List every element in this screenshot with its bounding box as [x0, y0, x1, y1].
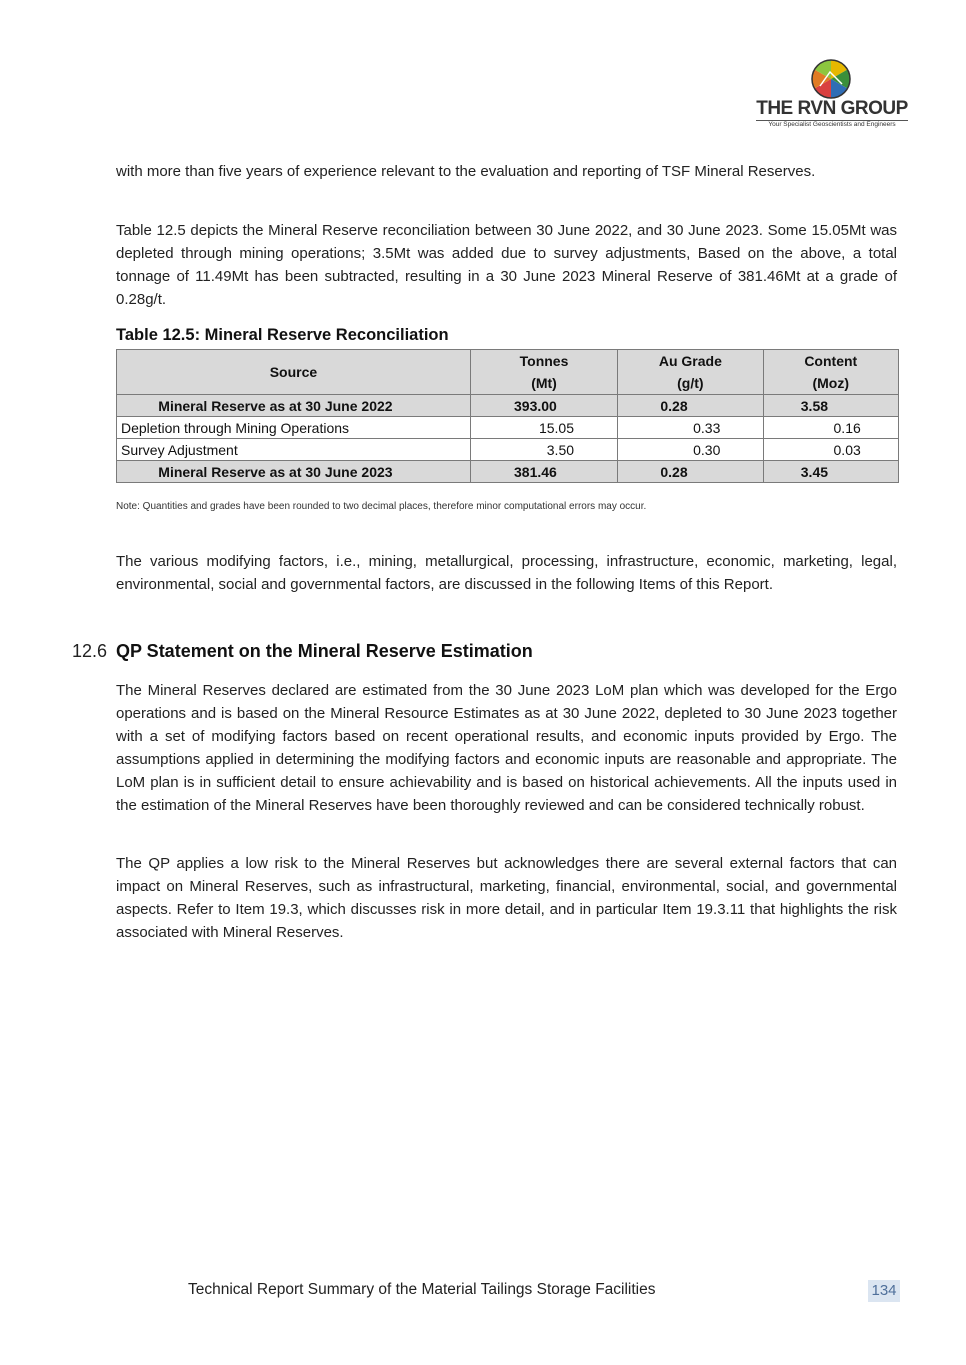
row-content-value: 0.16 — [833, 419, 861, 436]
paragraph-risk: The QP applies a low risk to the Mineral Reserves but acknowledges there are several external factors that can impact on Mineral Reserves, such as infrastructural, marketing, financial, environmental, social, and governmental aspects. Refer to Item 19.3, which discusses risk in more detail, and in particular Item 19.3.11 that highlights the risk associated with Mineral Reserves. — [116, 855, 897, 941]
header-tonnes-label: Tonnes — [519, 353, 569, 369]
row-source: Depletion through Mining Operations — [117, 417, 471, 439]
row-content-value: 0.03 — [833, 441, 861, 458]
footer-title: Technical Report Summary of the Material Tailings Storage Facilities — [188, 1281, 656, 1298]
table-row — [117, 461, 899, 483]
header-grade-label: Au Grade — [658, 353, 722, 369]
row-tonnes-value: 3.50 — [546, 441, 575, 458]
table-row — [117, 417, 899, 439]
paragraph-modifying-factors: The various modifying factors, i.e., mining, metallurgical, processing, infrastructure, economic, marketing, legal, environmental, social and governmental factors, are discussed in the following Items of this Report. — [116, 553, 897, 593]
header-content-unit: (Moz) — [812, 375, 850, 391]
row-source: Mineral Reserve as at 30 June 2023 — [117, 461, 471, 483]
row-grade — [618, 461, 763, 483]
rvn-logo-icon — [810, 58, 852, 100]
row-grade-value: 0.30 — [693, 441, 721, 458]
logo-title: THE RVN GROUP — [756, 98, 908, 119]
table-row — [117, 395, 899, 417]
mineral-reserve-table — [116, 349, 899, 483]
row-tonnes — [470, 417, 617, 439]
paragraph-experience: with more than five years of experience relevant to the evaluation and reporting of TSF Mineral Reserves. — [116, 163, 816, 180]
table-header-row — [117, 350, 899, 395]
section-title: QP Statement on the Mineral Reserve Estimation — [116, 641, 533, 661]
row-grade — [618, 395, 763, 417]
header-content — [763, 350, 898, 395]
header-grade-unit: (g/t) — [677, 375, 704, 391]
page-number: 134 — [868, 1280, 900, 1302]
row-grade — [618, 417, 763, 439]
row-tonnes — [470, 439, 617, 461]
paragraph-qp-statement: The Mineral Reserves declared are estimated from the 30 June 2023 LoM plan which was developed for the Ergo operations and is based on the Mineral Resource Estimates as at 30 June 2022, depleted to 30 June 2023 together with a set of modifying factors based on recent operational results, and economic inputs provided by Ergo. The assumptions applied in determining the modifying factors and economic inputs are reasonable and appropriate. The LoM plan is in sufficient detail to ensure achievability and is based on historical achievements. All the inputs used in the estimation of the Mineral Reserves have been thoroughly reviewed and can be considered technically robust. — [116, 682, 897, 814]
table-caption: Table 12.5: Mineral Reserve Reconciliation — [116, 326, 449, 344]
header-tonnes-unit: (Mt) — [531, 375, 557, 391]
row-grade — [618, 439, 763, 461]
row-content — [763, 461, 898, 483]
header-source: Source — [117, 350, 471, 395]
rvn-group-logo — [752, 58, 912, 130]
row-tonnes-value: 393.00 — [514, 397, 557, 414]
row-source: Mineral Reserve as at 30 June 2022 — [117, 395, 471, 417]
row-content-value: 3.58 — [800, 397, 829, 414]
row-tonnes-value: 381.46 — [514, 463, 557, 480]
table-row — [117, 439, 899, 461]
row-tonnes-value: 15.05 — [538, 419, 575, 436]
table-note: Note: Quantities and grades have been rounded to two decimal places, therefore minor computational errors may occur. — [116, 501, 647, 512]
header-content-label: Content — [804, 353, 858, 369]
header-tonnes — [470, 350, 617, 395]
row-tonnes — [470, 461, 617, 483]
row-source: Survey Adjustment — [117, 439, 471, 461]
row-content — [763, 439, 898, 461]
row-grade-value: 0.28 — [660, 463, 688, 480]
row-content — [763, 417, 898, 439]
section-number: 12.6 — [72, 641, 108, 661]
header-grade — [618, 350, 763, 395]
paragraph-reconciliation: Table 12.5 depicts the Mineral Reserve reconciliation between 30 June 2022, and 30 June 2023. Some 15.05Mt was depleted through mining operations; 3.5Mt was added due to survey adjustments, Based on the above, a total tonnage of 11.49Mt has been subtracted, resulting in a 30 June 2023 Mineral Reserve of 381.46Mt at a grade of 0.28g/t. — [116, 222, 897, 308]
row-grade-value: 0.33 — [693, 419, 721, 436]
logo-subtitle: Your Specialist Geoscientists and Engineers — [768, 121, 896, 128]
row-grade-value: 0.28 — [660, 397, 688, 414]
row-content — [763, 395, 898, 417]
row-content-value: 3.45 — [800, 463, 829, 480]
row-tonnes — [470, 395, 617, 417]
